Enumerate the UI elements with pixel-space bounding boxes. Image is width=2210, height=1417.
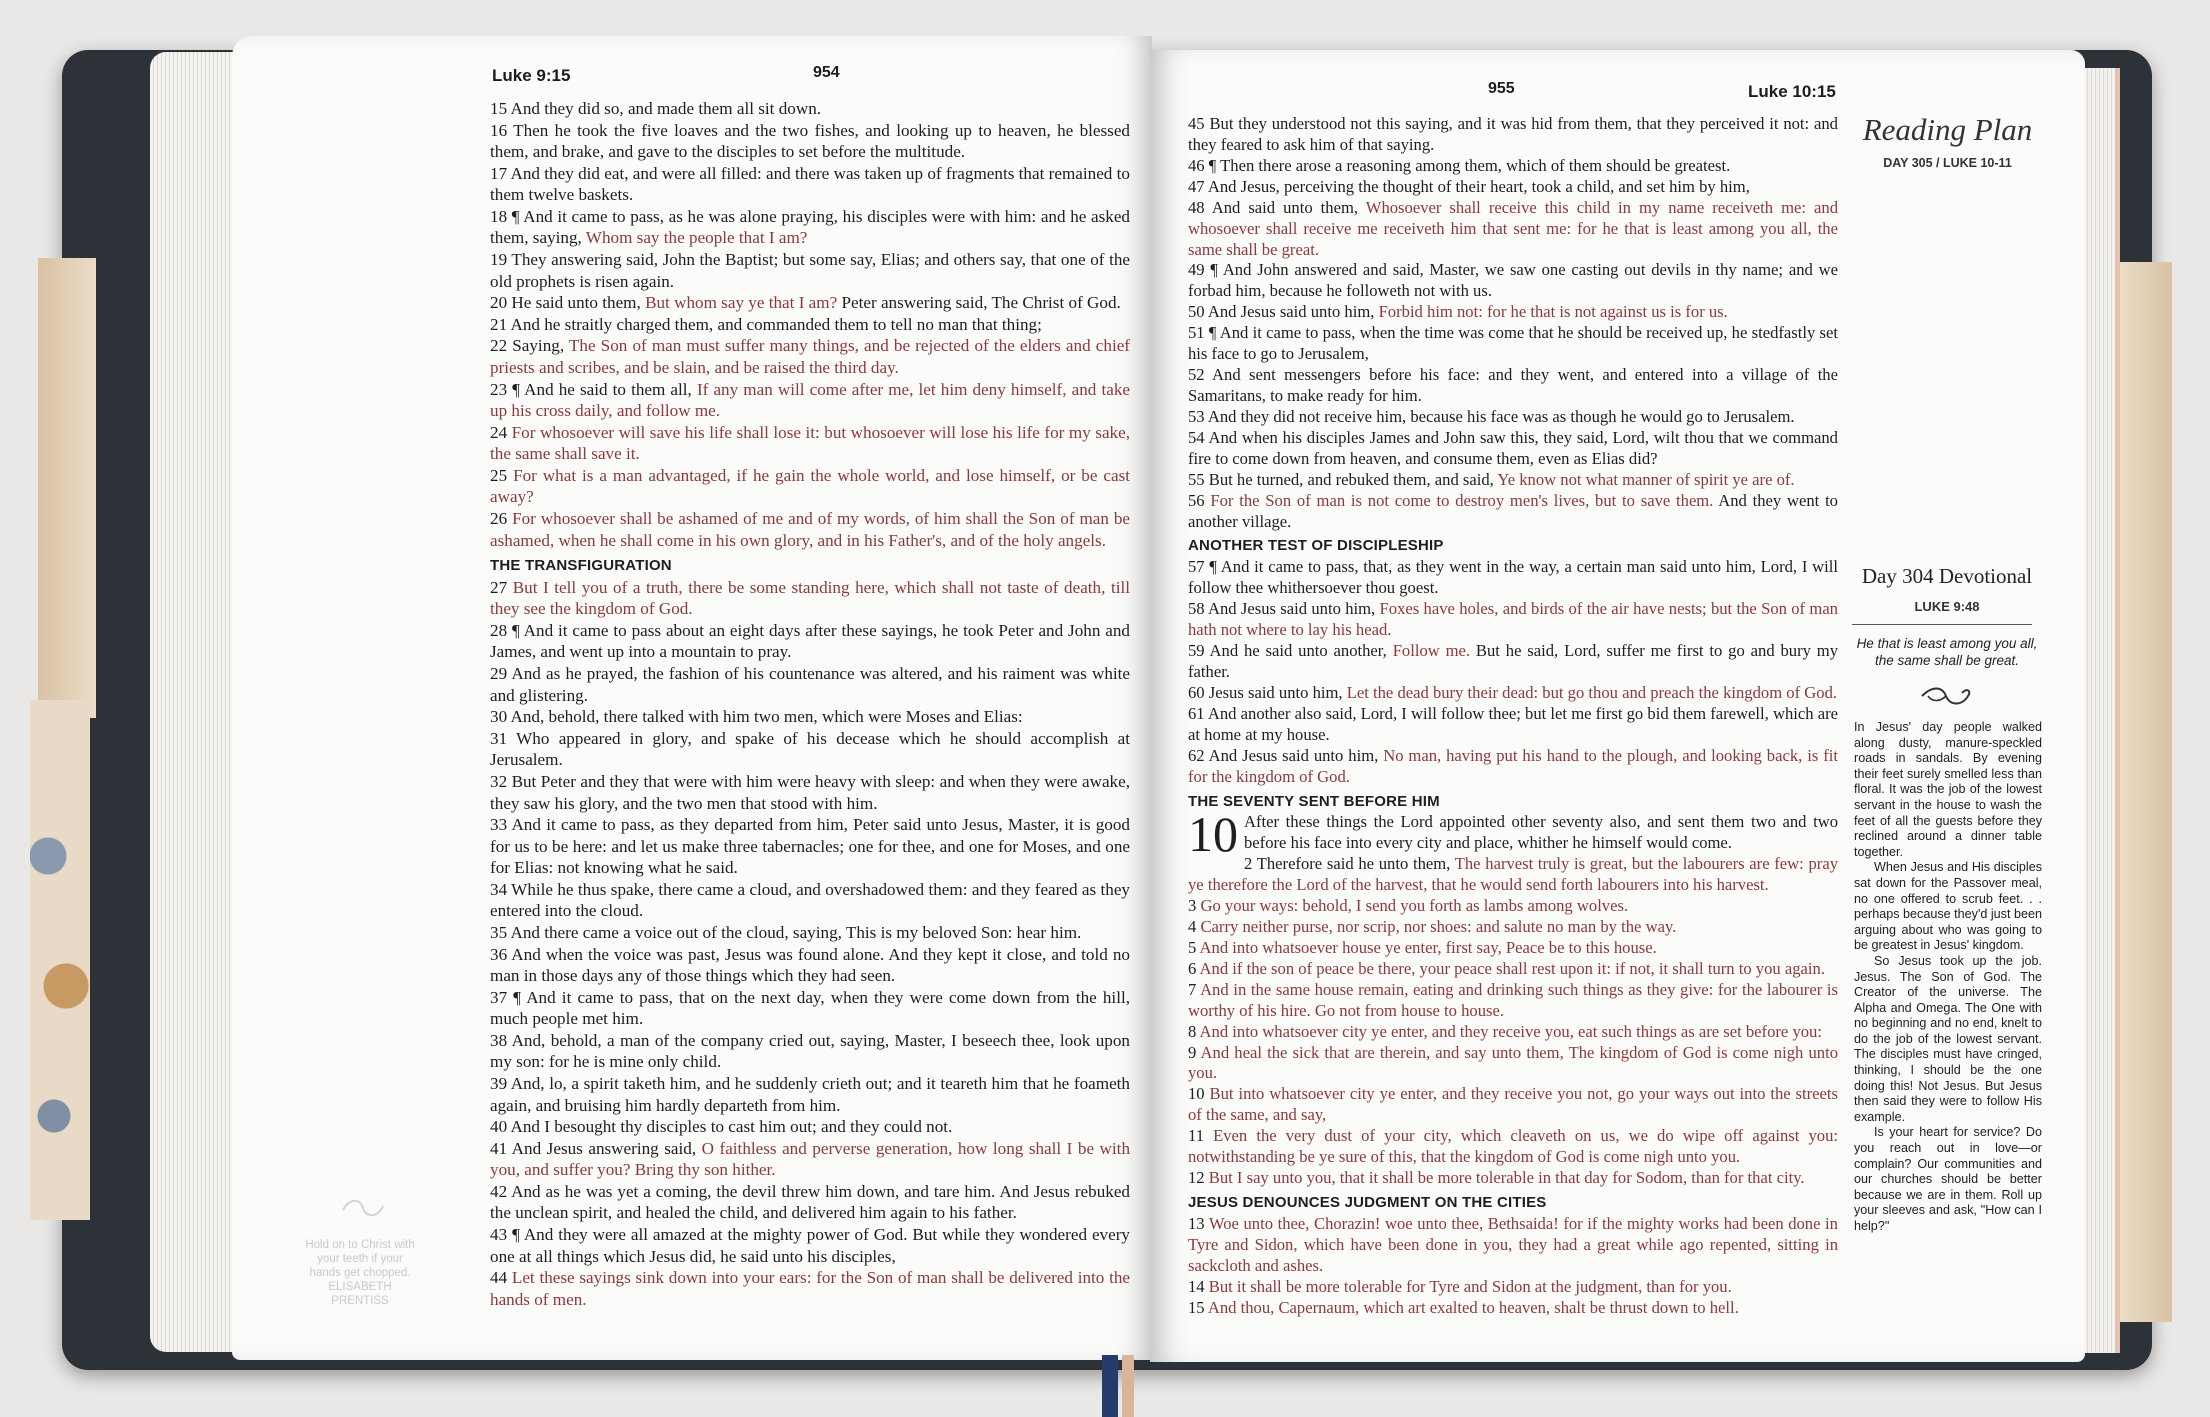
verse-text: 18 ¶ And it came to pass, as he was alone praying, his disciples were with him: and he asked them, saying,	[490, 206, 1130, 248]
verse-text: THE SEVENTY SENT BEFORE HIM	[1188, 792, 1440, 810]
verse	[490, 1073, 1130, 1116]
verse-text: 38 And, behold, a man of the company cried out, saying, Master, I beseech thee, look upon my son: for he is mine only child.	[490, 1030, 1130, 1072]
verse-text: 62 And Jesus said unto him,	[1188, 745, 1384, 765]
cover-flap-right	[2120, 262, 2172, 1322]
section-heading	[490, 555, 1130, 577]
verse-text: 23 ¶ And he said to them all,	[490, 379, 697, 399]
verse	[1188, 177, 1838, 198]
verse	[490, 987, 1130, 1030]
verse	[1188, 683, 1838, 704]
verse	[1188, 428, 1838, 470]
verse	[1188, 1084, 1838, 1126]
verse	[490, 292, 1130, 314]
verse-text: 50 And Jesus said unto him,	[1188, 302, 1379, 322]
verse-text: 34 While he thus spake, there came a cloud, and overshadowed them: and they feared as they entered into the cloud.	[490, 879, 1130, 921]
red-letter-text: But into whatsoever city ye enter, and they receive you not, go your ways out into the streets of the same, and say,	[1188, 1084, 1838, 1125]
verse	[490, 944, 1130, 987]
red-letter-text: Whosoever shall receive this child in my name receiveth me: and whosoever shall receive me receiveth him that sent me: for he that is least among you all, the same shall be great.	[1188, 197, 1839, 259]
verse	[490, 1224, 1130, 1267]
verse-text: 48 And said unto them,	[1188, 197, 1366, 217]
scripture-column-left	[490, 98, 1130, 1310]
verse-text: 7	[1188, 979, 1201, 999]
verse	[1188, 470, 1838, 491]
verse	[490, 1181, 1130, 1224]
verse-text: 58 And Jesus said unto him,	[1188, 599, 1380, 619]
red-letter-text: Foxes have holes, and birds of the air have nests; but the Son of man hath not where to lay his head.	[1188, 599, 1838, 640]
chapter-number: 10	[1188, 806, 1238, 863]
verse-text: 51 ¶ And it came to pass, when the time was come that he should be received up, he stedfastly set his face to go to Jerusalem,	[1188, 323, 1838, 364]
verse	[490, 620, 1130, 663]
devotional-divider	[1852, 624, 2032, 625]
verse	[490, 1030, 1130, 1073]
verse-text: After these things the Lord appointed other seventy also, and sent them two and two before his face into every city and place, whither he himself would come.	[1244, 812, 1838, 853]
verse	[1188, 959, 1838, 980]
verse-text: 44	[490, 1268, 512, 1288]
verse-text: 56	[1188, 490, 1211, 510]
verse-text: 13	[1188, 1213, 1209, 1233]
show-through-quote: Hold on to Christ with your teeth if your hands get chopped. ELISABETH PRENTISS	[305, 1239, 415, 1307]
red-letter-text: But I tell you of a truth, there be some standing here, which shall not taste of death, till they see the kingdom of God.	[490, 577, 1131, 619]
verse-text: 33 And it came to pass, as they departed from him, Peter said unto Jesus, Master, it is good for us to be here: and let us make three tabernacles; one for thee, and one for Moses, and one for Elias: not knowing what he said.	[490, 815, 1130, 878]
verse-text: 40 And I besought thy disciples to cast him out; and they could not.	[490, 1117, 953, 1137]
running-head-left: Luke 9:15	[492, 66, 571, 85]
verse	[1188, 746, 1838, 788]
red-letter-text: If any man will come after me, let him deny himself, and take up his cross daily, and follow me.	[490, 379, 1130, 421]
verse	[490, 814, 1130, 879]
chapter-opening	[1188, 806, 1838, 863]
verse	[1188, 302, 1838, 323]
verse-text: 28 ¶ And it came to pass about an eight days after these sayings, he took Peter and John and James, and went up into a mountain to pray.	[490, 620, 1130, 662]
verse	[1188, 557, 1838, 599]
devotional-quote: He that is least among you all, the same shall be great.	[1856, 636, 2038, 668]
verse-text: 47 And Jesus, perceiving the thought of their heart, took a child, and set him by him,	[1188, 176, 1750, 196]
page-number-left: 954	[813, 64, 840, 81]
verse-text: 4	[1188, 917, 1201, 937]
red-letter-text: For the Son of man is not come to destroy men's lives, but to save them.	[1210, 490, 1714, 510]
verse	[490, 879, 1130, 922]
devotional-paragraph: Is your heart for service? Do you reach out in love—or complain? Our communities and our churches should be better because we are in them. Roll up your sleeves and ask, "How can I help?"	[1854, 1125, 2042, 1233]
flourish-ornament-icon	[1918, 684, 1978, 708]
verse-text: 35 And there came a voice out of the cloud, saying, This is my beloved Son: hear him.	[490, 922, 1082, 942]
ribbon-marker-blue[interactable]	[1102, 1355, 1118, 1417]
red-letter-text: But I say unto you, that it shall be more tolerable in that day for Sodom, than for that city.	[1208, 1168, 1805, 1188]
red-letter-text: No man, having put his hand to the plough, and looking back, is fit for the kingdom of God.	[1188, 745, 1838, 786]
devotional-body	[1854, 720, 2042, 1235]
verse-text: 32 But Peter and they that were with him were heavy with sleep: and when they were awake, they saw his glory, and the two men that stood with him.	[490, 771, 1130, 813]
verse	[1188, 980, 1838, 1022]
verse-text: 21 And he straitly charged them, and commanded them to tell no man that thing;	[490, 314, 1042, 334]
verse-text: And they went to another village.	[1188, 490, 1838, 531]
red-letter-text: And thou, Capernaum, which art exalted to heaven, shalt be thrust down to hell.	[1207, 1297, 1739, 1317]
verse-text: 24	[490, 422, 512, 442]
verse-text: 15 And they did so, and made them all sit down.	[490, 99, 822, 118]
verse-text: 15	[1188, 1297, 1208, 1317]
red-letter-text: Let these sayings sink down into your ears: for the Son of man shall be delivered into the hands of men.	[490, 1268, 1131, 1309]
verse-text: 27	[490, 577, 513, 597]
red-letter-text: The Son of man must suffer many things, and be rejected of the elders and chief priests and scribes, and be slain, and be raised the third day.	[490, 336, 1131, 377]
verse	[1188, 156, 1838, 177]
devotional-title: Day 304 Devotional	[1861, 564, 2033, 588]
verse	[1188, 938, 1838, 959]
red-letter-text: Ye know not what manner of spirit ye are of.	[1497, 469, 1795, 489]
verse-text: 9	[1188, 1042, 1201, 1062]
red-letter-text: Follow me.	[1392, 641, 1471, 661]
red-letter-text: For what is a man advantaged, if he gain the whole world, and lose himself, or be cast away?	[490, 465, 1131, 507]
verse-text: 11	[1188, 1126, 1214, 1146]
verse	[490, 249, 1130, 292]
verse	[1188, 854, 1838, 896]
section-heading	[1188, 1193, 1838, 1214]
verse-text: 29 And as he prayed, the fashion of his countenance was altered, and his raiment was white and glistering.	[490, 664, 1130, 705]
ribbon-marker-tan[interactable]	[1122, 1355, 1134, 1417]
verse	[1188, 917, 1838, 938]
devotional-paragraph: So Jesus took up the job. Jesus. The Son of God. The Creator of the universe. The Alpha and Omega. The One with no beginning and no end, knelt to do the job of the lowest servant. The disciples must have cringed, thinking, I should be the one doing this! Not Jesus. But Jesus then said they were to follow His example.	[1854, 953, 2042, 1124]
red-letter-text: Let the dead bury their dead: but go thou and preach the kingdom of God.	[1346, 682, 1838, 702]
verse	[1188, 1043, 1838, 1085]
verse-text: 52 And sent messengers before his face: and they went, and entered into a village of the Samaritans, to make ready for him.	[1188, 365, 1838, 405]
verse-text: ANOTHER TEST OF DISCIPLESHIP	[1188, 537, 1444, 555]
verse	[1188, 365, 1838, 407]
red-letter-text: And into whatsoever city ye enter, and they receive you, eat such things as are set before you:	[1199, 1021, 1822, 1041]
verse	[1188, 1168, 1838, 1189]
page-number-right: 955	[1488, 80, 1515, 97]
cover-flap-left	[38, 258, 96, 718]
verse-text: 42 And as he was yet a coming, the devil threw him down, and tare him. And Jesus rebuked the unclean spirit, and healed the child, and delivered him again to his father.	[490, 1181, 1130, 1223]
red-letter-text: But whom say ye that I am?	[645, 293, 838, 313]
verse-text: JESUS DENOUNCES JUDGMENT ON THE CITIES	[1188, 1194, 1547, 1212]
red-letter-text: The harvest truly is great, but the labourers are few: pray ye therefore the Lord of the harvest, that he would send forth labourers into his harvest.	[1188, 854, 1838, 895]
red-letter-text: And if the son of peace be there, your peace shall rest upon it: if not, it shall turn to you again.	[1199, 958, 1825, 978]
red-letter-text: And in the same house remain, eating and drinking such things as they give: for the labourer is worthy of his hire. Go not from house to house.	[1188, 979, 1838, 1020]
verse	[1188, 1214, 1838, 1277]
verse	[490, 922, 1130, 944]
red-letter-text: For whosoever shall be ashamed of me and of my words, of him shall the Son of man be ashamed, when he shall come in his own glory, and in his Father's, and of the holy angels.	[490, 508, 1131, 550]
red-letter-text: For whosoever will save his life shall lose it: but whosoever will lose his life for my sake, the same shall save it.	[490, 422, 1131, 464]
verse	[490, 508, 1130, 551]
verse-text: 16 Then he took the five loaves and the two fishes, and looking up to heaven, he blessed them, and brake, and gave to the disciples to set before the multitude.	[490, 120, 1130, 162]
verse-text: 20 He said unto them,	[490, 293, 646, 313]
verse	[1188, 198, 1838, 261]
verse-text: Peter answering said, The Christ of God.	[837, 293, 1121, 313]
red-letter-text: But it shall be more tolerable for Tyre and Sidon at the judgment, than for you.	[1208, 1276, 1732, 1296]
verse	[1188, 114, 1838, 156]
verse	[1188, 1277, 1838, 1298]
floral-cover-art	[30, 700, 90, 1220]
verse	[490, 706, 1130, 728]
verse-text: 26	[490, 508, 513, 528]
verse-text: 12	[1188, 1168, 1209, 1188]
verse	[490, 465, 1130, 508]
verse	[1188, 323, 1838, 365]
verse	[490, 771, 1130, 814]
verse-text: 49 ¶ And John answered and said, Master, we saw one casting out devils in thy name; and we forbad him, because he followeth not with us.	[1188, 260, 1838, 301]
verse-text: 55 But he turned, and rebuked them, and said,	[1188, 469, 1498, 489]
verse	[490, 1267, 1130, 1310]
verse-text: 8	[1188, 1021, 1200, 1041]
devotional-paragraph: In Jesus' day people walked along dusty, manure-speckled roads in sandals. By evening their feet surely smelled less than floral. It was the job of the lowest servant in the house to wash the feet of all the guests before they reclined around a dinner table together.	[1854, 720, 2042, 859]
verse	[490, 1116, 1130, 1138]
verse-text: 54 And when his disciples James and John saw this, they said, Lord, wilt thou that we command fire to come down from heaven, and consume them, even as Elias did?	[1188, 427, 1838, 468]
verse-text: 3	[1188, 896, 1201, 916]
devotional-paragraph: When Jesus and His disciples sat down for the Passover meal, no one offered to scrub feet. . . perhaps because they'd just been arguing about who was going to be greatest in Jesus' kingdom.	[1854, 860, 2042, 953]
verse-text: 2 Therefore said he unto them,	[1244, 854, 1455, 874]
verse	[490, 314, 1130, 336]
devotional-reference: LUKE 9:48	[1914, 599, 1980, 614]
verse-text: 41 And Jesus answering said,	[490, 1138, 702, 1158]
verse-text: 19 They answering said, John the Baptist; but some say, Elias; and others say, that one of the old prophets is risen again.	[490, 250, 1130, 291]
red-letter-text: Carry neither purse, nor scrip, nor shoes: and salute no man by the way.	[1200, 917, 1677, 937]
verse	[490, 379, 1130, 422]
verse	[490, 577, 1130, 620]
verse	[1188, 641, 1838, 683]
swirl-ornament-icon	[338, 1196, 388, 1220]
verse	[490, 663, 1130, 706]
red-letter-text: Woe unto thee, Chorazin! woe unto thee, Bethsaida! for if the mighty works had been done in Tyre and Sidon, which have been done in you, they had a great while ago repented, sitting in sackcloth and ashes.	[1188, 1213, 1838, 1275]
reading-plan-subtitle: DAY 305 / LUKE 10-11	[1883, 156, 2012, 170]
verse-text: 46 ¶ Then there arose a reasoning among them, which of them should be greatest.	[1188, 155, 1731, 175]
verse-text: 43 ¶ And they were all amazed at the mighty power of God. But while they wondered every one at all things which Jesus did, he said unto his disciples,	[490, 1225, 1130, 1266]
section-heading	[1188, 792, 1838, 813]
verse-text: 5	[1188, 937, 1200, 957]
verse-text: 53 And they did not receive him, because his face was as though he would go to Jerusalem.	[1188, 406, 1795, 426]
verse-text: 37 ¶ And it came to pass, that on the next day, when they were come down from the hill, much people met him.	[490, 987, 1130, 1029]
verse	[490, 98, 1130, 120]
verse	[490, 1138, 1130, 1181]
verse	[1188, 599, 1838, 641]
verse-text: 30 And, behold, there talked with him two men, which were Moses and Elias:	[490, 707, 1023, 727]
verse-text: 10	[1188, 1084, 1210, 1104]
verse	[1188, 1022, 1838, 1043]
red-letter-text: Even the very dust of your city, which cleaveth on us, we do wipe off against you: notwithstanding be ye sure of this, that the kingdom of God is come nigh unto you.	[1188, 1126, 1838, 1167]
verse-text: THE TRANSFIGURATION	[490, 557, 672, 575]
running-head-right: Luke 10:15	[1748, 82, 1836, 101]
verse	[1188, 491, 1838, 533]
verse	[490, 120, 1130, 163]
verse	[1188, 704, 1838, 746]
verse	[1188, 1298, 1838, 1319]
red-letter-text: Go your ways: behold, I send you forth as lambs among wolves.	[1200, 896, 1629, 916]
verse-text: 25	[490, 465, 514, 485]
verse-text: 45 But they understood not this saying, and it was hid from them, that they perceived it not: and they feared to ask him of that saying.	[1188, 114, 1838, 154]
scripture-column-right	[1188, 114, 1838, 1319]
verse-text: 22 Saying,	[490, 336, 569, 356]
verse	[490, 335, 1130, 378]
verse	[1188, 260, 1838, 302]
red-letter-text: And into whatsoever house ye enter, first say, Peace be to this house.	[1199, 937, 1657, 957]
verse	[490, 422, 1130, 465]
verse	[490, 163, 1130, 206]
verse	[1188, 1126, 1838, 1168]
verse	[1188, 407, 1838, 428]
verse-text: 6	[1188, 958, 1200, 978]
verse-text: But he said, Lord, suffer me first to go and bury my father.	[1188, 641, 1838, 681]
verse-text: 39 And, lo, a spirit taketh him, and he suddenly crieth out; and it teareth him that he foameth again, and bruising him hardly departeth from him.	[490, 1074, 1130, 1115]
verse-text: 57 ¶ And it came to pass, that, as they went in the way, a certain man said unto him, Lord, I will follow thee whithersoever thou goest.	[1188, 557, 1838, 598]
red-letter-text: Whom say the people that I am?	[585, 228, 808, 248]
verse-text: 60 Jesus said unto him,	[1188, 682, 1347, 702]
red-letter-text: And heal the sick that are therein, and say unto them, The kingdom of God is come nigh unto you.	[1188, 1042, 1838, 1083]
verse-text: 36 And when the voice was past, Jesus was found alone. And they kept it close, and told no man in those days any of those things which they had seen.	[490, 944, 1130, 986]
red-letter-text: O faithless and perverse generation, how long shall I be with you, and suffer you? Bring thy son hither.	[490, 1138, 1131, 1180]
verse	[490, 206, 1130, 249]
verse-text: 31 Who appeared in glory, and spake of his decease which he should accomplish at Jerusalem.	[490, 728, 1130, 770]
verse-text: 59 And he said unto another,	[1188, 641, 1393, 661]
verse	[490, 728, 1130, 771]
reading-plan-title: Reading Plan	[1862, 112, 2033, 147]
verse	[1188, 896, 1838, 917]
verse-text: 61 And another also said, Lord, I will follow thee; but let me first go bid them farewell, which are at home at my house.	[1188, 703, 1838, 744]
red-letter-text: Forbid him not: for he that is not against us is for us.	[1378, 302, 1728, 322]
verse-text: 14	[1188, 1276, 1209, 1296]
section-heading	[1188, 536, 1838, 557]
verse-text: 17 And they did eat, and were all filled: and there was taken up of fragments that remained to them twelve baskets.	[490, 163, 1130, 205]
